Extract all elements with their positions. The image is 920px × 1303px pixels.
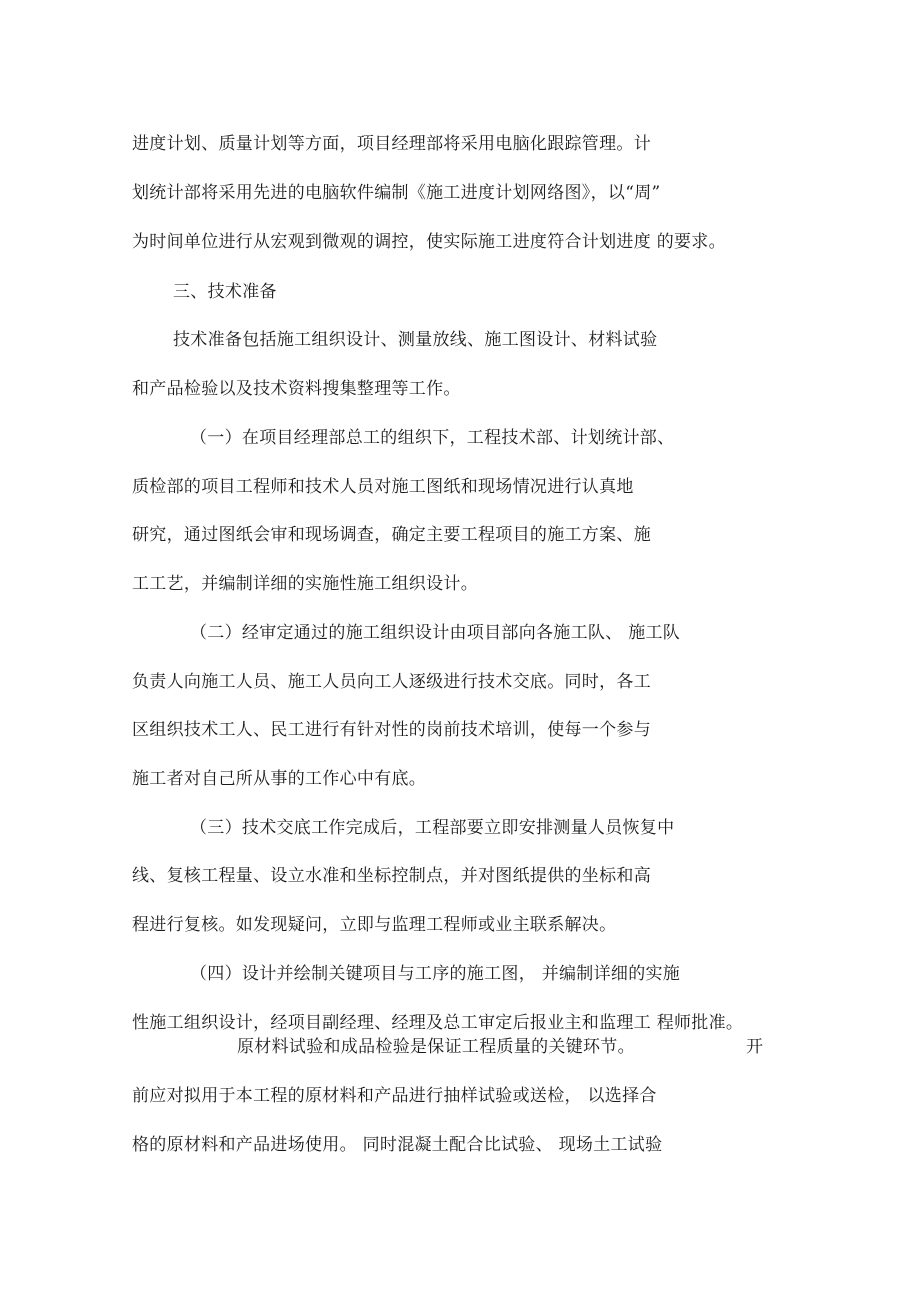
paragraph-line-20: 原材料试验和成品检验是保证工程质量的关键环节。 xyxy=(237,1037,635,1057)
paragraph-line-8: 质检部的项目工程师和技术人员对施工图纸和现场情况进行认真地 xyxy=(132,477,634,497)
paragraph-line-7: （一）在项目经理部总工的组织下，工程技术部、计划统计部、 xyxy=(190,428,675,448)
paragraph-line-22: 格的原材料和产品进场使用。 同时混凝土配合比试验、 现场土工试验 xyxy=(132,1135,663,1155)
paragraph-line-20-tail: 开 xyxy=(746,1037,764,1057)
paragraph-line-3: 为时间单位进行从宏观到微观的调控，使实际施工进度符合计划进度 的要求。 xyxy=(132,232,726,252)
paragraph-line-5: 技术准备包括施工组织设计、测量放线、施工图设计、材料试验 xyxy=(173,330,658,350)
paragraph-line-6: 和产品检验以及技术资料搜集整理等工作。 xyxy=(132,379,461,399)
paragraph-line-21: 前应对拟用于本工程的原材料和产品进行抽样试验或送检， 以选择合 xyxy=(132,1086,657,1106)
paragraph-line-17: 程进行复核。如发现疑问，立即与监理工程师或业主联系解决。 xyxy=(132,915,617,935)
paragraph-line-13: 区组织技术工人、民工进行有针对性的岗前技术培训，使每一个参与 xyxy=(132,720,651,740)
paragraph-line-10: 工工艺，并编制详细的实施性施工组织设计。 xyxy=(132,574,478,594)
paragraph-line-16: 线、复核工程量、设立水准和坐标控制点，并对图纸提供的坐标和高 xyxy=(132,866,651,886)
paragraph-line-12: 负责人向施工人员、施工人员向工人逐级进行技术交底。同时，各工 xyxy=(132,672,651,692)
paragraph-line-1: 进度计划、质量计划等方面，项目经理部将采用电脑化跟踪管理。计 xyxy=(132,134,651,154)
paragraph-line-19: 性施工组织设计，经项目副经理、经理及总工审定后报业主和监理工 程师批准。 xyxy=(132,1013,744,1033)
paragraph-line-18: （四）设计并绘制关键项目与工序的施工图， 并编制详细的实施 xyxy=(190,964,681,984)
paragraph-line-9: 研究，通过图纸会审和现场调查，确定主要工程项目的施工方案、施 xyxy=(132,525,651,545)
paragraph-line-14: 施工者对自己所从事的工作心中有底。 xyxy=(132,769,427,789)
paragraph-line-2: 划统计部将采用先进的电脑软件编制《施工进度计划网络图》，以“周” xyxy=(132,183,661,203)
paragraph-line-15: （三）技术交底工作完成后，工程部要立即安排测量人员恢复中 xyxy=(190,818,675,838)
section-heading: 三、技术准备 xyxy=(173,282,277,302)
paragraph-line-11: （二）经审定通过的施工组织设计由项目部向各施工队、 施工队 xyxy=(190,623,681,643)
